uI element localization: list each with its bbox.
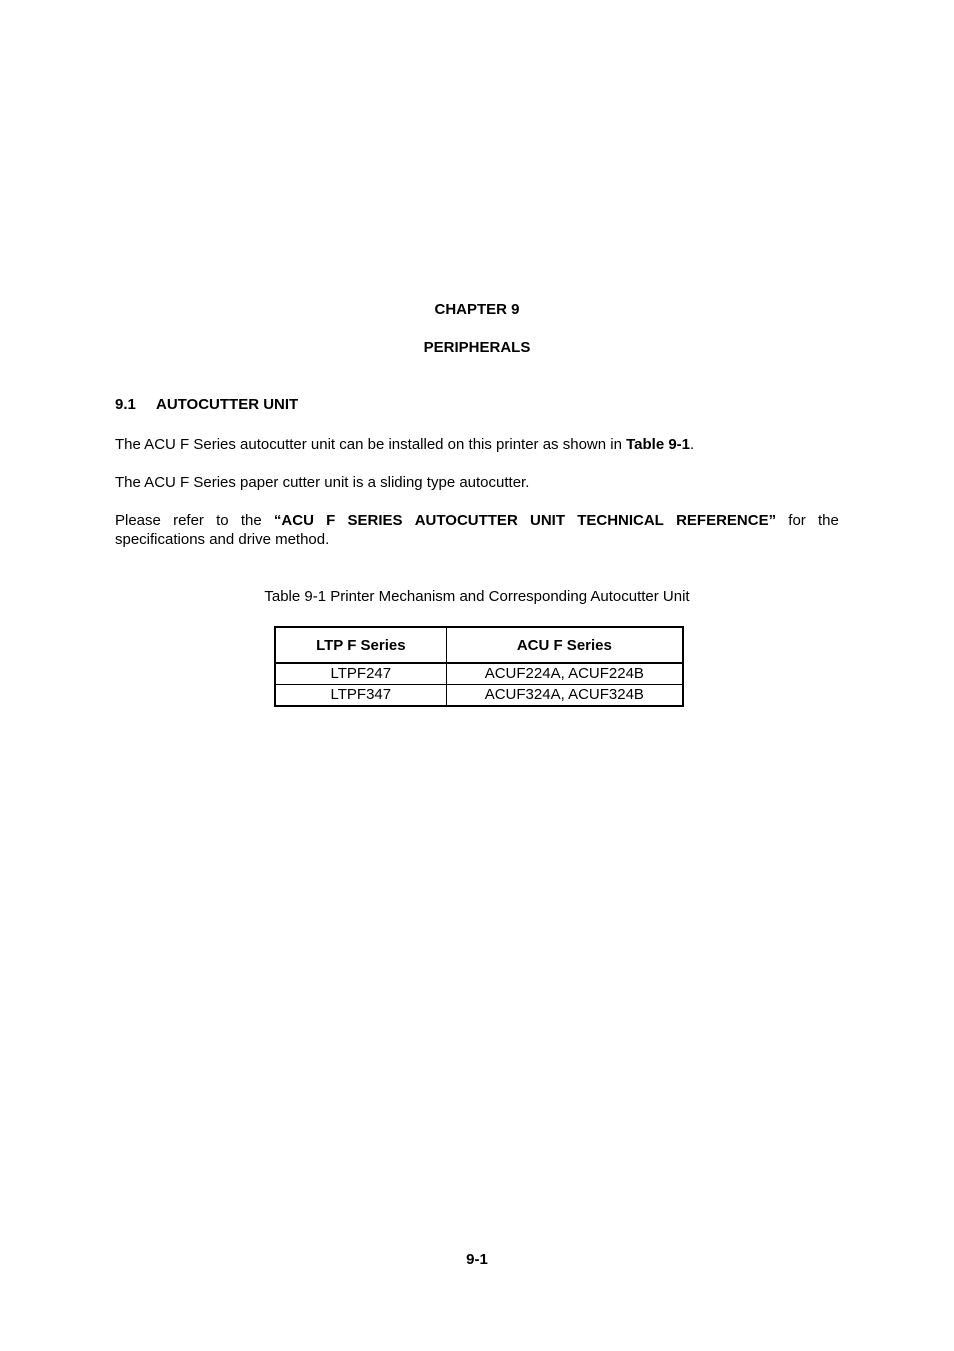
table-row: [275, 685, 683, 707]
reference-title-word: SERIES: [347, 512, 403, 529]
paragraph-reference-line-1: [115, 511, 839, 530]
word: for: [788, 512, 806, 529]
section-title: AUTOCUTTER UNIT: [156, 396, 299, 413]
reference-title-word: REFERENCE”: [676, 512, 777, 529]
table-cell: ACUF224A, ACUF224B: [446, 663, 683, 685]
header-ltp-series: LTP F Series: [275, 627, 446, 663]
mechanism-table: [274, 626, 684, 707]
word: the: [240, 512, 262, 529]
chapter-name: PERIPHERALS: [423, 339, 531, 356]
paragraph-install-text: The ACU F Series autocutter unit can be installed on this printer as shown in: [115, 436, 627, 453]
section-heading: [115, 396, 298, 414]
word: refer: [173, 512, 204, 529]
paragraph-install: [115, 435, 839, 454]
table-caption: Table 9-1 Printer Mechanism and Corresponding Autocutter Unit: [264, 588, 690, 605]
reference-title-word: TECHNICAL: [577, 512, 664, 529]
section-number: 9.1: [115, 396, 136, 413]
reference-title-word: “ACU: [273, 512, 314, 529]
table-cell: LTPF247: [275, 663, 446, 685]
word: Please: [115, 512, 161, 529]
reference-title-word: AUTOCUTTER: [414, 512, 518, 529]
paragraph-cutter-type: The ACU F Series paper cutter unit is a sliding type autocutter.: [115, 474, 530, 491]
table-header-row: [275, 627, 683, 663]
word: the: [818, 512, 839, 529]
table-row: [275, 663, 683, 685]
reference-title-word: F: [326, 512, 336, 529]
paragraph-reference: [115, 511, 839, 549]
paragraph-reference-line-2: specifications and drive method.: [115, 531, 330, 548]
table-cell: ACUF324A, ACUF324B: [446, 685, 683, 707]
table-cell: LTPF347: [275, 685, 446, 707]
reference-title-word: UNIT: [529, 512, 565, 529]
paragraph-install-end: .: [690, 436, 695, 453]
table-reference: Table 9-1: [626, 436, 691, 453]
page-number: 9-1: [466, 1251, 488, 1268]
header-acu-series: ACU F Series: [446, 627, 683, 663]
chapter-title: CHAPTER 9: [434, 301, 520, 318]
word: to: [216, 512, 229, 529]
